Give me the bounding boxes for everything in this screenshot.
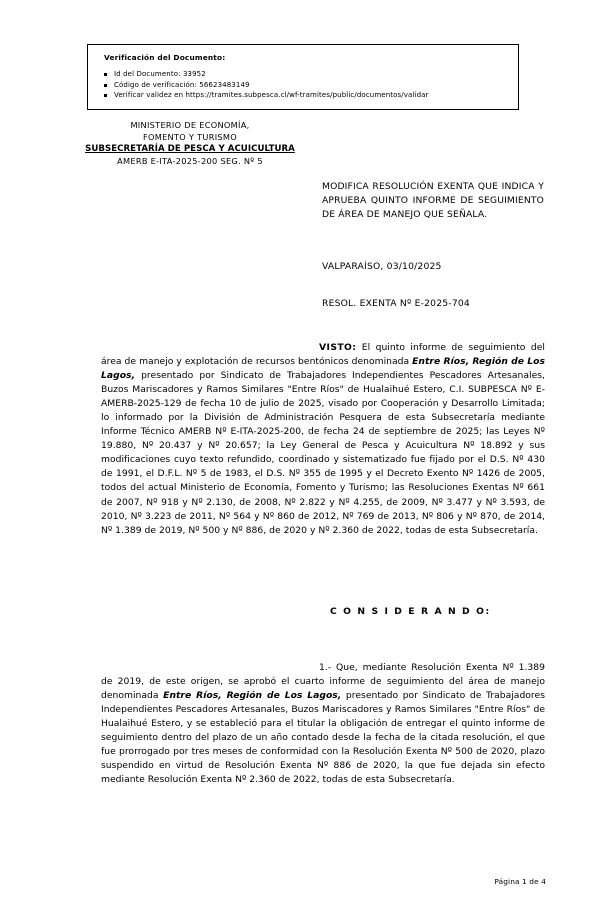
letterhead-subsecretaria: SUBSECRETARÍA DE PESCA Y ACUICULTURA (85, 143, 295, 154)
resolution-number: RESOL. EXENTA Nº E-2025-704 (322, 298, 470, 309)
considerando-heading: C O N S I D E R A N D O: (330, 606, 491, 617)
visto-text-before-area: El quinto informe de seguimiento del área de manejo y explotación de recursos bentónicos denominada (101, 342, 545, 368)
considerando-1-text-after-area: presentado por Sindicato de Trabajadores Independientes Pescadores Artesanales, Buzos Mariscadores y Ramos Similares "Entre Ríos" de Hualaihué Estero, y se estableció para el titular la obligación de entregar el quinto informe de seguimiento dentro del plazo de un año contado desde la fecha de la citada resolución, el que fue prorrogado por tres meses de conformidad con la Resolución Exenta Nº 500 de 2020, plazo suspendido en virtud de Resolución Exenta Nº 886 de 2020, la que fue dejada sin efecto mediante Resolución Exenta Nº 2.360 de 2022, todas de esta Subsecretaría. (101, 690, 546, 786)
considerando-section (101, 661, 545, 787)
verification-list (102, 69, 508, 101)
considerando-paragraph-1 (101, 661, 545, 787)
letterhead-ministry-line2: FOMENTO Y TURISMO (142, 131, 238, 142)
considerando-1-area-name: Entre Ríos, Región de Los Lagos, (163, 690, 342, 702)
resolution-subject: MODIFICA RESOLUCIÓN EXENTA QUE INDICA Y APRUEBA QUINTO INFORME DE SEGUIMIENTO DE ÁREA DE MANEJO QUE SEÑALA. (322, 181, 544, 220)
visto-text-after-area: presentado por Sindicato de Trabajadores Independientes Pescadores Artesanales, Buzos Mariscadores y Ramos Similares "Entre Ríos" de Hualaihué Estero, C.I. SUBPESCA Nº E-AMERB-2025-129 de fecha 10 de julio de 2025, visado por Cooperación y Desarrollo Limitada; lo informado por la División de Administración Pesquera de esta Subsecretaría mediante Informe Técnico AMERB Nº E-ITA-2025-200, de fecha 24 de septiembre de 2025; las Leyes Nº 19.880, Nº 20.437 y Nº 20.657; la Ley General de Pesca y Acuicultura Nº 18.892 y sus modificaciones cuyo texto refundido, coordinado y sistematizado fue fijado por el D.S. Nº 430 de 1991, el D.F.L. Nº 5 de 1983, el D.S. Nº 355 de 1995 y el Decreto Exento Nº 1426 de 2005, todos del actual Ministerio de Economía, Fomento y Turismo; las Resoluciones Exentas Nº 661 de 2007, Nº 918 y Nº 2.130, de 2008, Nº 2.822 y Nº 4.255, de 2009, Nº 3.477 y Nº 3.593, de 2010, Nº 3.223 de 2011, Nº 564 y Nº 860 de 2012, Nº 769 de 2013, Nº 806 y Nº 870, de 2014, Nº 1.389 de 2019, Nº 500 y Nº 886, de 2020 y Nº 2.360 de 2022, todas de esta Subsecretaría. (101, 370, 545, 536)
letterhead-ministry-line1: MINISTERIO DE ECONOMÍA, (130, 120, 250, 130)
page-number-footer: Página 1 de 4 (494, 877, 546, 886)
considerando-1-text-before-area: 1.- Que, mediante Resolución Exenta Nº 1.389 de 2019, de este origen, se aprobó el cuarto informe de seguimiento del área de manejo denominada (101, 662, 545, 702)
document-verification-box (87, 44, 519, 110)
visto-keyword: VISTO: (319, 342, 357, 353)
visto-paragraph (101, 341, 545, 538)
place-and-date: VALPARAÍSO, 03/10/2025 (322, 261, 442, 272)
verification-item-url: Verificar validez en https://tramites.subpesca.cl/wf-tramites/public/documentos/validar (102, 90, 508, 101)
visto-section (101, 341, 545, 538)
verification-title: Verificación del Documento: (104, 53, 226, 62)
verification-item-document-id: Id del Documento: 33952 (102, 69, 508, 80)
verification-item-code: Código de verificación: 56623483149 (102, 80, 508, 91)
visto-area-name: Entre Ríos, Región de Los Lagos, (101, 356, 545, 382)
letterhead-file-code: AMERB E-ITA-2025-200 SEG. Nº 5 (117, 155, 263, 166)
letterhead (60, 120, 320, 167)
